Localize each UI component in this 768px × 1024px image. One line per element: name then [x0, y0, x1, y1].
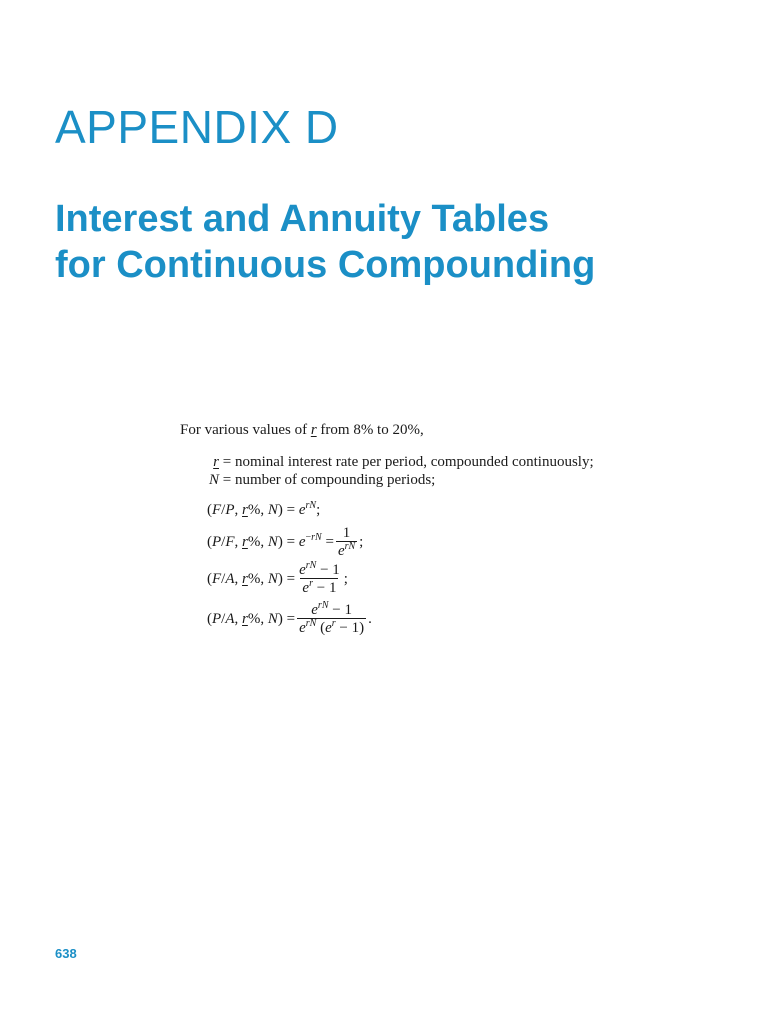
definition-variable: r — [213, 454, 219, 470]
formula-pf: (P/F, r%, $N) = e^{-rN}$ = $\frac{1}{e^{rN}}$ ; — [207, 525, 364, 559]
definition-variable: N — [208, 472, 219, 488]
definition-text: = number of compounding periods; — [219, 472, 436, 488]
chapter-title — [55, 196, 595, 288]
intro-suffix: from 8% to 20%, — [316, 422, 424, 438]
intro-prefix: For various values of — [180, 422, 311, 438]
chapter-title-line-2: for Continuous Compounding — [55, 244, 596, 286]
formula-fa: (F/A, r%, N) = $\frac{e^{rN} - 1}{e^r - 1}$ ; — [207, 560, 348, 596]
formula-fp: (F/P, r%, $N) = e^{rN}$; — [207, 500, 321, 518]
definition-n — [205, 471, 594, 489]
definition-r — [205, 453, 594, 471]
formula-pa: (P/A, r%, N) = $\frac{e^{rN} - 1}{e^{rN} (e^r - 1)}$ . — [207, 600, 372, 636]
page-number: 638 — [55, 946, 77, 961]
intro-sentence — [180, 422, 424, 439]
definitions-list — [205, 453, 594, 489]
definition-text: = nominal interest rate per period, compounded continuously; — [219, 454, 594, 470]
appendix-label: APPENDIX D — [55, 101, 339, 153]
intro-variable: r — [310, 422, 317, 438]
chapter-title-line-1: Interest and Annuity Tables — [55, 198, 550, 240]
